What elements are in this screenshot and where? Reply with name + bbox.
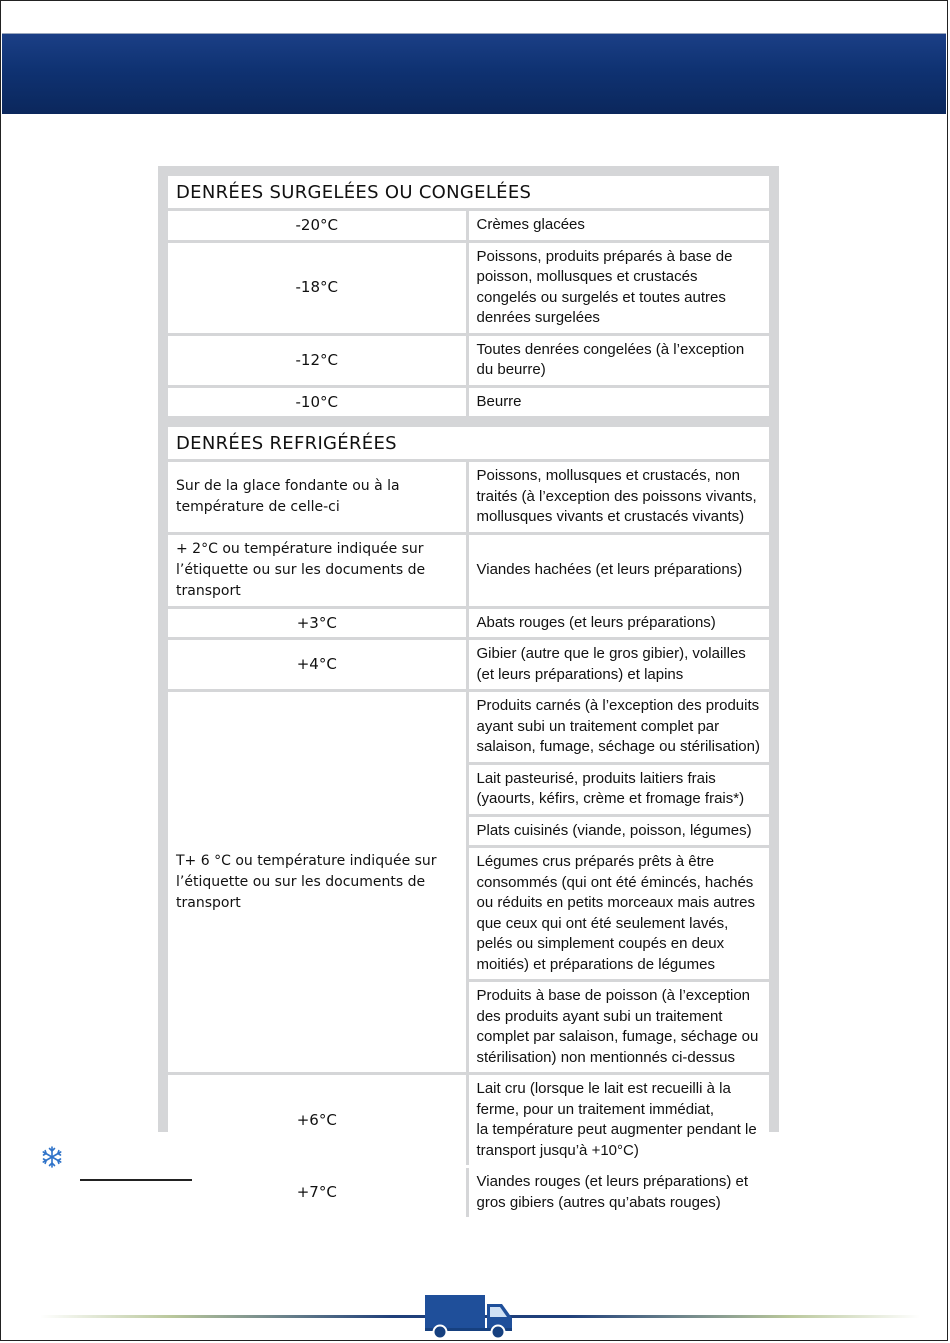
temperature-cell: -10°C — [168, 388, 469, 417]
product-cell: Plats cuisinés (viande, poisson, légumes) — [469, 817, 770, 846]
product-cell: Lait cru (lorsque le lait est recueilli à la ferme, pour un traitement immédiat, la température peut augmenter pendant le transport jusqu’à +10°C) — [469, 1075, 770, 1165]
section-header-row — [168, 176, 769, 208]
product-cell: Poissons, mollusques et crustacés, non traités (à l’exception des poissons vivants, mollusques vivants et crustacés vivants) — [469, 462, 770, 532]
table-row — [168, 462, 769, 532]
section-title: DENRÉES REFRIGÉRÉES — [168, 427, 769, 459]
product-cell: Légumes crus préparés prêts à être consommés (qui ont été émincés, hachés ou réduits en petits morceaux mais autres que ceux qui ont été seulement lavés, pelés ou simplement coupés en deux moitiés) et préparations de légumes — [469, 848, 770, 979]
temperature-cell: +4°C — [168, 640, 469, 689]
temperature-cell: +7°C — [168, 1168, 469, 1217]
product-cell: Gibier (autre que le gros gibier), volailles (et leurs préparations) et lapins — [469, 640, 770, 689]
temperature-cell: -18°C — [168, 243, 469, 333]
table-row — [168, 336, 769, 385]
product-cell: Produits à base de poisson (à l’exception des produits ayant subi un traitement complet par salaison, fumage, séchage ou stérilisation) non mentionnés ci-dessus — [469, 982, 770, 1072]
table-row — [168, 211, 769, 240]
table-row — [168, 243, 769, 333]
section-title: DENRÉES SURGELÉES OU CONGELÉES — [168, 176, 769, 208]
table-row — [168, 692, 769, 762]
product-cell: Viandes rouges (et leurs préparations) et gros gibiers (autres qu’abats rouges) — [469, 1168, 770, 1217]
temperature-cell: +6°C — [168, 1075, 469, 1165]
table-row — [168, 535, 769, 606]
table-row — [168, 1075, 769, 1165]
section-gap — [168, 419, 769, 424]
product-cell: Poissons, produits préparés à base de poisson, mollusques et crustacés congelés ou surgelés et toutes autres denrées surgelées — [469, 243, 770, 333]
table-row — [168, 609, 769, 638]
product-cell: Beurre — [469, 388, 770, 417]
product-cell: Toutes denrées congelées (à l’exception du beurre) — [469, 336, 770, 385]
temperature-cell: +3°C — [168, 609, 469, 638]
table-row — [168, 640, 769, 689]
top-strip — [2, 2, 946, 34]
temperature-table-panel — [158, 166, 779, 1211]
temperature-cell: + 2°C ou température indiquée sur l’étiquette ou sur les documents de transport — [168, 535, 469, 606]
temperature-table — [168, 173, 769, 1220]
temperature-cell: -12°C — [168, 336, 469, 385]
product-cell: Crèmes glacées — [469, 211, 770, 240]
section-header-row — [168, 427, 769, 459]
product-cell: Lait pasteurisé, produits laitiers frais (yaourts, kéfirs, crème et fromage frais*) — [469, 765, 770, 814]
snowflake-icon — [40, 1145, 64, 1169]
truck-icon — [424, 1294, 514, 1340]
underline-rule — [80, 1179, 192, 1181]
table-row — [168, 1168, 769, 1217]
product-cell: Abats rouges (et leurs préparations) — [469, 609, 770, 638]
temperature-cell: -20°C — [168, 211, 469, 240]
product-cell: Produits carnés (à l’exception des produits ayant subi un traitement complet par salaison, fumage, séchage ou stérilisation) — [469, 692, 770, 762]
temperature-cell: T+ 6 °C ou température indiquée sur l’étiquette ou sur les documents de transport — [168, 692, 469, 1072]
header-band — [2, 34, 946, 114]
temperature-cell: Sur de la glace fondante ou à la température de celle-ci — [168, 462, 469, 532]
table-row — [168, 388, 769, 417]
product-cell: Viandes hachées (et leurs préparations) — [469, 535, 770, 606]
